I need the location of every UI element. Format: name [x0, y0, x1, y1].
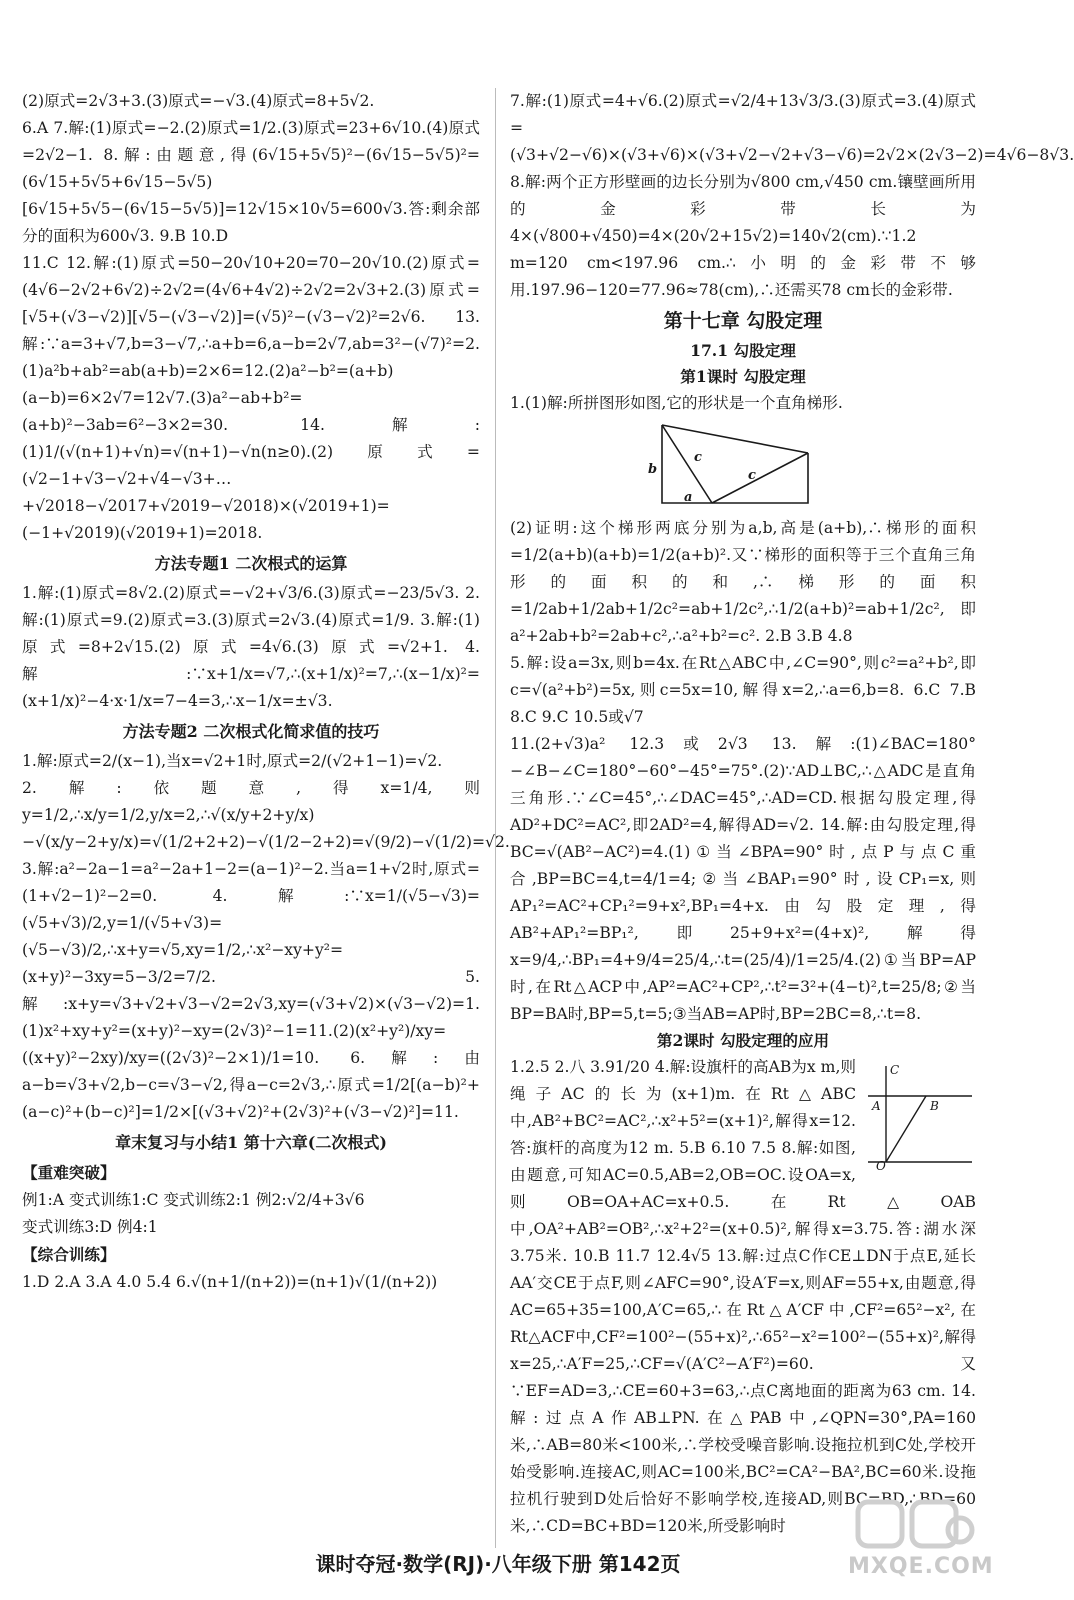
figure-label: C [890, 1063, 900, 1077]
right-column [510, 88, 1074, 1540]
section-heading: 方法专题1 二次根式的运算 [154, 554, 348, 573]
section-heading: 17.1 勾股定理 [690, 341, 796, 360]
answer-paragraph: 2.解:依题意,得x=1/4,则y=1/2,∴x/y=1/2,y/x=2,∴√(x/y+2+y/x)−√(x/y−2+y/x)=√(1/2+2+2)−√(1/2−2+2)=√(9/2)−√(1/2)=√2. 3.解:a²−2a−1=a²−2a+1−2=(a−1)²−2.当a=1+√2时,原式=(1+√2−1)²−2=0. 4.解:∵x=1/(√5−√3)=(√5+√3)/2,y=1/(√5+√3)=(√5−√3)/2,∴x+y=√5,xy=1/2,∴x²−xy+y²=(x+y)²−3xy=5−3/2=7/2. 5.解:x+y=√3+√2+√3−√2=2√3,xy=(√3+√2)×(√3−√2)=1.(1)x²+xy+y²=(x+y)²−xy=(2√3)²−1=11.(2)(x²+y²)/xy=((x+y)²−2xy)/xy=((2√3)²−2×1)/1=10. 6.解:由a−b=√3+√2,b−c=√3−√2,得a−c=2√3,∴原式=1/2[(a−b)²+(a−c)²+(b−c)²]=1/2×[(√3+√2)²+(2√3)²+(√3−√2)²]=11. [22, 779, 510, 1121]
section-heading: 方法专题2 二次根式化简求值的技巧 [122, 722, 380, 741]
watermark-logo-icon [848, 1492, 978, 1562]
answer-paragraph: 5.解:设a=3x,则b=4x.在Rt△ABC中,∠C=90°,则c²=a²+b²,即c=√(a²+b²)=5x,则c=5x=10,解得x=2,∴a=6,b=8. 6.C 7.B 8.C 9.C 10.5或√7 [510, 654, 976, 726]
figure-label: a [684, 490, 693, 505]
page-footer: 课时夺冠·数学(RJ)·八年级下册 第142页 [315, 1552, 681, 1576]
answer-paragraph: 例1:A 变式训练1:C 变式训练2:1 例2:√2/4+3√6 [22, 1191, 365, 1209]
figure-label: c [748, 468, 756, 483]
trapezoid-figure [648, 423, 810, 509]
figure-label: O [876, 1159, 886, 1173]
answer-paragraph: (2)原式=2√3+3.(3)原式=−√3.(4)原式=8+5√2. [22, 92, 375, 110]
answer-paragraph: 变式训练3:D 例4:1 [22, 1218, 158, 1236]
answer-paragraph: 7.解:(1)原式=4+√6.(2)原式=√2/4+13√3/3.(3)原式=3.(4)原式=(√3+√2−√6)×(√3+√6)×(√3+√2−√2+√3−√6)=2√2×(2√3−2)=4√6−8√3. [510, 92, 1074, 164]
figure-label: A [872, 1099, 881, 1113]
figure-label: b [648, 462, 658, 477]
answer-paragraph: 11.(2+√3)a² 12.3或2√3 13.解:(1)∠BAC=180°−∠B−∠C=180°−60°−45°=75°.(2)∵AD⊥BC,∴△ADC是直角三角形.∵∠C=45°,∴∠DAC=45°,∴AD=CD.根据勾股定理,得AD²+DC²=AC²,即2AD²=4,解得AD=√2. 14.解:由勾股定理,得BC=√(AB²−AC²)=4.(1)①当∠BPA=90°时,点P与点C重合,BP=BC=4,t=4/1=4;②当∠BAP₁=90°时,设CP₁=x,则AP₁²=AC²+CP₁²=9+x²,BP₁=4+x.由勾股定理,得AB²+AP₁²=BP₁²,即25+9+x²=(4+x)²,解得x=9/4,∴BP₁=4+9/4=25/4,∴t=(25/4)/1=25/4.(2)①当BP=AP时,在Rt△ACP中,AP²=AC²+CP²,∴t²=3²+(4−t)²,t=25/8;②当BP=BA时,BP=5,t=5;③当AB=AP时,BP=2BC=8,∴t=8. [510, 735, 976, 1023]
answer-paragraph: 1.2.5 2.八 3.91/20 4.解:设旗杆的高AB为x m,则绳子AC的长为(x+1)m.在Rt△ABC中,AB²+BC²=AC²,∴x²+5²=(x+1)²,解得x=12.答:旗杆的高度为12 m. 5.B 6.10 7.5 8.解:如图,由题意,可知AC=0.5,AB=2,OB=OC.设OA=x,则OB=OA+AC=x+0.5.在Rt△OAB中,OA²+AB²=OB²,∴x²+2²=(x+0.5)²,解得x=3.75.答:湖水深3.75米. 10.B 11.7 12.4√5 13.解:过点C作CE⊥DN于点E,延长AA′交CE于点F,则∠AFC=90°,设A′F=x,则AF=55+x,由题意,得AC=65+35=100,A′C=65,∴在Rt△A′CF中,CF²=65²−x²,在Rt△ACF中,CF²=100²−(55+x)²,∴65²−x²=100²−(55+x)²,解得x=25,∴A′F=25,∴CF=√(A′C²−A′F²)=60.又∵EF=AD=3,∴CE=60+3=63,∴点C离地面的距离为63 cm. 14.解:过点A作AB⊥PN.在△PAB中,∠QPN=30°,PA=160米,∴AB=80米<100米,∴学校受噪音影响.设拖拉机到C处,学校开始受影响.连接AC,则AC=100米,BC²=CA²−BA²,BC=60米.设拖拉机行驶到D处后恰好不影响学校,连接AD,则BC=BD,∴BD=60米,∴CD=BC+BD=120米,所受影响时 [510, 1058, 976, 1535]
reed-slanted [886, 1096, 926, 1162]
answer-paragraph: 6.A 7.解:(1)原式=−2.(2)原式=1/2.(3)原式=23+6√10.(4)原式=2√2−1. 8.解:由题意,得(6√15+5√5)²−(6√15−5√5)²=(6√15+5√5+6√15−5√5)[6√15+5√5−(6√15−5√5)]=12√15×10√5=600√3.答:剩余部分的面积为600√3. 9.B 10.D [22, 119, 480, 245]
section-heading: 章末复习与小结1 第十六章(二次根式) [115, 1133, 387, 1152]
figure-label: c [694, 450, 702, 465]
answer-paragraph: 8.解:两个正方形壁画的边长分别为√800 cm,√450 cm.镶壁画所用的金彩带长为4×(√800+√450)=4×(20√2+15√2)=140√2(cm).∵1.2 m=120 cm<197.96 cm.∴小明的金彩带不够用.197.96−120=77.96≈78(cm),∴还需买78 cm长的金彩带. [510, 173, 976, 299]
answer-paragraph: 1.解:原式=2/(x−1),当x=√2+1时,原式=2/(√2+1−1)=√2. [22, 752, 443, 770]
chapter-heading: 第十七章 勾股定理 [663, 310, 823, 332]
answer-paragraph: (2)证明:这个梯形两底分别为a,b,高是(a+b),∴梯形的面积=1/2(a+b)(a+b)=1/2(a+b)².又∵梯形的面积等于三个直角三角形的面积的和,∴梯形的面积=1/2ab+1/2ab+1/2c²=ab+1/2c²,∴1/2(a+b)²=ab+1/2c²,即a²+2ab+b²=2ab+c²,∴a²+b²=c². 2.B 3.B 4.8 [510, 519, 976, 645]
lesson-heading: 第2课时 勾股定理的应用 [656, 1031, 830, 1050]
answer-paragraph: 1.(1)解:所拼图形如图,它的形状是一个直角梯形. [510, 394, 843, 412]
watermark [848, 1492, 994, 1592]
lesson-heading: 第1课时 勾股定理 [680, 367, 806, 386]
subsection-tag: 【综合训练】 [22, 1245, 116, 1264]
answer-paragraph: 11.C 12.解:(1)原式=50−20√10+20=70−20√10.(2)原式=(4√6−2√2+6√2)÷2√2=(4√6+4√2)÷2√2=2√3+2.(3)原式=[√5+(√3−√2)][√5−(√3−√2)]=(√5)²−(√3−√2)²=2√6. 13.解:∵a=3+√7,b=3−√7,∴a+b=6,a−b=2√7,ab=3²−(√7)²=2.(1)a²b+ab²=ab(a+b)=2×6=12.(2)a²−b²=(a+b)(a−b)=6×2√7=12√7.(3)a²−ab+b²=(a+b)²−3ab=6²−3×2=30. 14.解:(1)1/(√(n+1)+√n)=√(n+1)−√n(n≥0).(2)原式=(√2−1+√3−√2+√4−√3+…+√2018−√2017+√2019−√2018)×(√2019+1)=(−1+√2019)(√2019+1)=2018. [22, 254, 480, 542]
watermark-text: MXQE.COM [848, 1554, 994, 1579]
subsection-tag: 【重难突破】 [22, 1163, 116, 1182]
answer-paragraph: 1.D 2.A 3.A 4.0 5.4 6.√(n+1/(n+2))=(n+1)√(1/(n+2)) [22, 1273, 438, 1291]
figure-label: B [930, 1099, 939, 1113]
left-column [22, 88, 510, 1296]
lake-reed-figure [864, 1058, 976, 1173]
trapezoid-top-edge [662, 425, 808, 453]
answer-paragraph: 1.解:(1)原式=8√2.(2)原式=−√2+√3/6.(3)原式=−23/5√3. 2.解:(1)原式=9.(2)原式=3.(3)原式=2√3.(4)原式=1/9. 3.解:(1)原式=8+2√15.(2)原式=4√6.(3)原式=√2+1. 4.解:∵x+1/x=√7,∴(x+1/x)²=7,∴(x−1/x)²=(x+1/x)²−4·x·1/x=7−4=3,∴x−1/x=±√3. [22, 584, 480, 710]
hypotenuse-right [712, 453, 808, 503]
